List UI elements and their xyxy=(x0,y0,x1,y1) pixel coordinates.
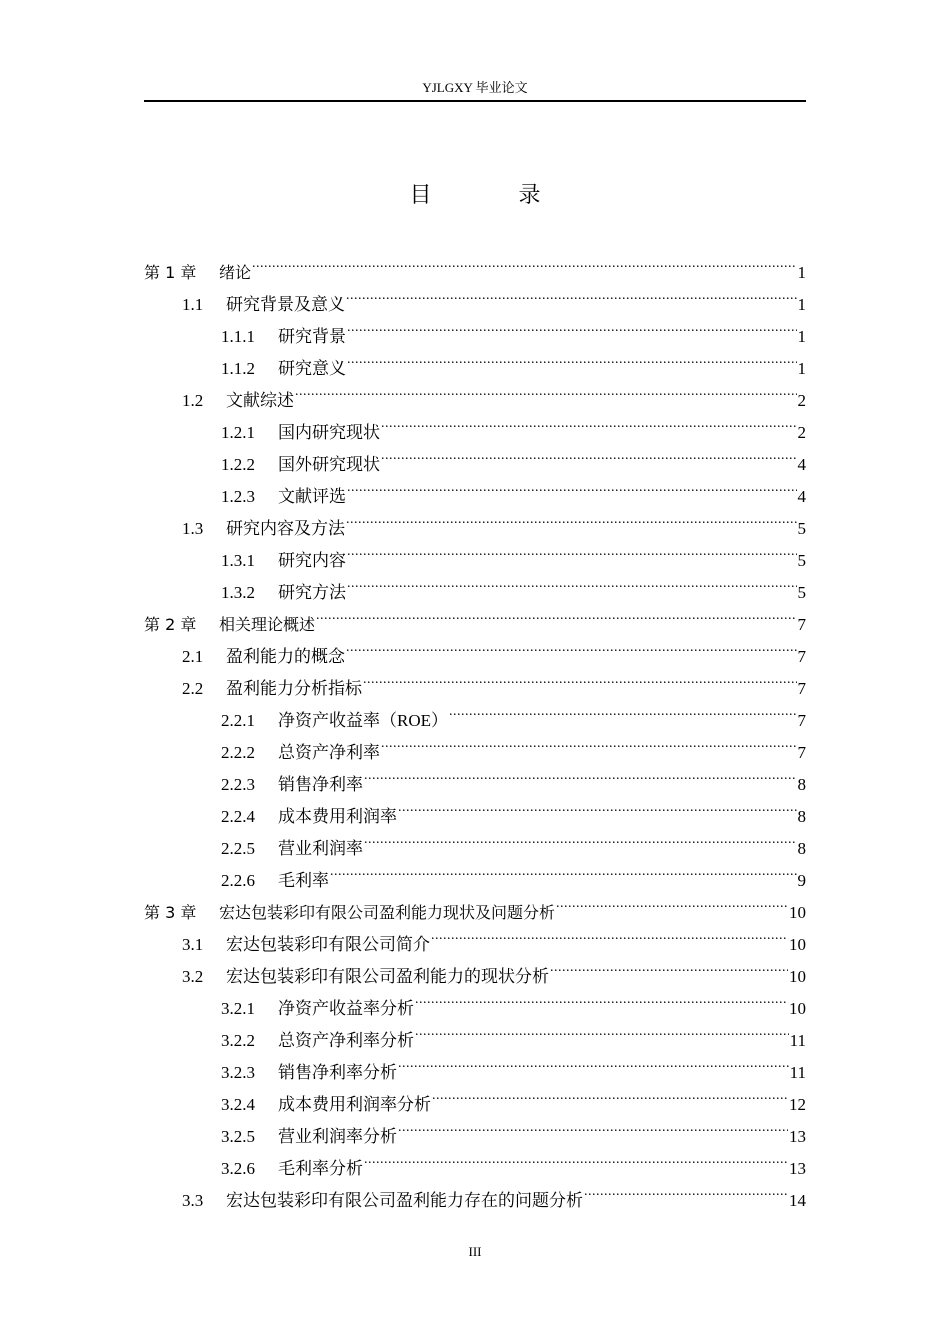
toc-entry-title: 成本费用利润率分析 xyxy=(278,1095,431,1114)
toc-dot-leader xyxy=(398,1046,789,1078)
toc-entry-number: 1.1.1 xyxy=(221,327,255,346)
toc-entry-number: 1.3.2 xyxy=(221,583,255,602)
toc-entry-title: 国内研究现状 xyxy=(278,423,380,442)
toc-entry-number: 1.1 xyxy=(182,295,204,314)
toc-dot-leader xyxy=(252,246,796,278)
toc-entry-number: 1.1.2 xyxy=(221,359,255,378)
toc-entry-number: 3.2 xyxy=(182,967,204,986)
toc-dot-leader xyxy=(347,310,797,342)
toc-entry-page: 5 xyxy=(797,519,806,538)
toc-entry-page: 1 xyxy=(797,263,806,282)
toc-entry-title: 净资产收益率分析 xyxy=(278,999,414,1018)
toc-dot-leader xyxy=(431,918,788,950)
toc-entry-number: 第 1 章 xyxy=(144,263,197,282)
toc-entry-title: 绪论 xyxy=(219,263,252,282)
toc-entry-page: 10 xyxy=(789,999,806,1018)
toc-entry-title: 净资产收益率（ROE） xyxy=(278,711,448,730)
toc-entry-page: 7 xyxy=(797,615,806,634)
toc-entry-page: 2 xyxy=(797,423,806,442)
toc-entry-number: 2.2.2 xyxy=(221,743,255,762)
toc-dot-leader xyxy=(295,374,797,406)
toc-entry-number: 3.2.3 xyxy=(221,1063,255,1082)
toc-dot-leader xyxy=(347,342,797,374)
toc-entry-title: 毛利率 xyxy=(278,871,329,890)
toc-entry-title: 研究意义 xyxy=(278,359,346,378)
toc-entry-number: 3.2.6 xyxy=(221,1159,255,1178)
toc-entry-title: 研究方法 xyxy=(278,583,346,602)
toc-entry-number: 2.2.1 xyxy=(221,711,255,730)
toc-entry-title: 宏达包装彩印有限公司简介 xyxy=(226,935,430,954)
toc-entry-title: 销售净利率 xyxy=(278,775,363,794)
toc-entry-page: 11 xyxy=(789,1031,806,1050)
toc-entry-page: 1 xyxy=(797,295,806,314)
toc-dot-leader xyxy=(432,1078,788,1110)
page-number: III xyxy=(468,1244,482,1259)
toc-entry-title: 研究背景 xyxy=(278,327,346,346)
toc-dot-leader xyxy=(347,470,797,502)
toc-entry-number: 1.2 xyxy=(182,391,204,410)
toc-entry-title: 宏达包装彩印有限公司盈利能力现状及问题分析 xyxy=(219,903,556,922)
toc-entry-title: 相关理论概述 xyxy=(219,615,316,634)
toc-entry-title: 国外研究现状 xyxy=(278,455,380,474)
toc-entry-page: 7 xyxy=(797,647,806,666)
toc-entry-page: 5 xyxy=(797,583,806,602)
toc-entry-title: 研究内容及方法 xyxy=(226,519,345,538)
toc-entry-title: 盈利能力分析指标 xyxy=(226,679,362,698)
toc-entry-number: 3.2.2 xyxy=(221,1031,255,1050)
toc-entry[interactable] xyxy=(144,246,806,282)
toc-entry-number: 第 2 章 xyxy=(144,615,197,634)
toc-entry-title: 销售净利率分析 xyxy=(278,1063,397,1082)
toc-dot-leader xyxy=(364,1142,788,1174)
toc-entry-title: 成本费用利润率 xyxy=(278,807,397,826)
toc-dot-leader xyxy=(363,662,797,694)
toc-entry-number: 1.3 xyxy=(182,519,204,538)
toc-entry-number: 2.2.4 xyxy=(221,807,255,826)
toc-entry-title: 营业利润率分析 xyxy=(278,1127,397,1146)
toc-dot-leader xyxy=(316,598,796,630)
toc-entry-page: 10 xyxy=(789,967,806,986)
toc-entry-title: 研究内容 xyxy=(278,551,346,570)
toc-entry-page: 14 xyxy=(789,1191,806,1210)
toc-entry-page: 13 xyxy=(789,1127,806,1146)
toc-entry-page: 10 xyxy=(789,903,806,922)
toc-dot-leader xyxy=(364,822,797,854)
toc-entry-number: 2.2.5 xyxy=(221,839,255,858)
toc-entry-title: 总资产净利率分析 xyxy=(278,1031,414,1050)
toc-entry-number: 2.2 xyxy=(182,679,204,698)
toc-dot-leader xyxy=(347,566,797,598)
toc-dot-leader xyxy=(346,502,797,534)
toc-entry-number: 3.2.1 xyxy=(221,999,255,1018)
toc-dot-leader xyxy=(556,886,788,918)
toc-entry-number: 2.1 xyxy=(182,647,204,666)
page-header: YJLGXY 毕业论文 xyxy=(422,80,528,95)
toc-entry-page: 7 xyxy=(797,679,806,698)
toc-entry-page: 9 xyxy=(797,871,806,890)
toc-dot-leader xyxy=(449,694,797,726)
toc-entry-page: 1 xyxy=(797,327,806,346)
toc-entry-title: 毛利率分析 xyxy=(278,1159,363,1178)
toc-entry-title: 文献综述 xyxy=(226,391,294,410)
toc-dot-leader xyxy=(330,854,797,886)
toc-entry-page: 7 xyxy=(797,743,806,762)
toc-entry-number: 1.2.1 xyxy=(221,423,255,442)
toc-entry-page: 8 xyxy=(797,775,806,794)
toc-entry-page: 5 xyxy=(797,551,806,570)
toc-entry-page: 12 xyxy=(789,1095,806,1114)
toc-entry-page: 11 xyxy=(789,1063,806,1082)
toc-entry-page: 7 xyxy=(797,711,806,730)
toc-entry-title: 文献评选 xyxy=(278,487,346,506)
toc-entry-number: 2.2.3 xyxy=(221,775,255,794)
toc-entry-page: 1 xyxy=(797,359,806,378)
toc-dot-leader xyxy=(346,278,797,310)
toc-entry-number: 3.2.5 xyxy=(221,1127,255,1146)
toc-entry-number: 3.1 xyxy=(182,935,204,954)
toc-entry-title: 总资产净利率 xyxy=(278,743,380,762)
toc-dot-leader xyxy=(381,438,797,470)
toc-dot-leader xyxy=(398,790,797,822)
toc-entry-number: 3.2.4 xyxy=(221,1095,255,1114)
toc-entry-page: 8 xyxy=(797,807,806,826)
header-rule xyxy=(144,100,806,102)
toc-entry-title: 研究背景及意义 xyxy=(226,295,345,314)
toc-entry-title: 营业利润率 xyxy=(278,839,363,858)
toc-entry-page: 8 xyxy=(797,839,806,858)
toc-entry-number: 1.2.3 xyxy=(221,487,255,506)
toc-entry-title: 宏达包装彩印有限公司盈利能力存在的问题分析 xyxy=(226,1191,583,1210)
toc-entry-number: 第 3 章 xyxy=(144,903,197,922)
toc-title: 目 录 xyxy=(409,183,581,208)
toc-dot-leader xyxy=(381,726,797,758)
toc-entry-number: 1.3.1 xyxy=(221,551,255,570)
toc-dot-leader xyxy=(415,1014,789,1046)
toc-entry-number: 1.2.2 xyxy=(221,455,255,474)
toc-entry-page: 4 xyxy=(797,487,806,506)
toc-dot-leader xyxy=(398,1110,788,1142)
toc-entry-title: 宏达包装彩印有限公司盈利能力的现状分析 xyxy=(226,967,549,986)
toc-dot-leader xyxy=(584,1174,788,1206)
toc-entry-title: 盈利能力的概念 xyxy=(226,647,345,666)
toc-dot-leader xyxy=(347,534,797,566)
toc-entry-number: 3.3 xyxy=(182,1191,204,1210)
toc-dot-leader xyxy=(381,406,797,438)
toc-entry-page: 13 xyxy=(789,1159,806,1178)
toc-entry-page: 2 xyxy=(797,391,806,410)
toc-dot-leader xyxy=(415,982,788,1014)
toc-dot-leader xyxy=(364,758,797,790)
toc-dot-leader xyxy=(346,630,797,662)
toc-entry-number: 2.2.6 xyxy=(221,871,255,890)
table-of-contents xyxy=(144,246,806,1210)
toc-entry-page: 10 xyxy=(789,935,806,954)
toc-entry-page: 4 xyxy=(797,455,806,474)
toc-dot-leader xyxy=(550,950,788,982)
